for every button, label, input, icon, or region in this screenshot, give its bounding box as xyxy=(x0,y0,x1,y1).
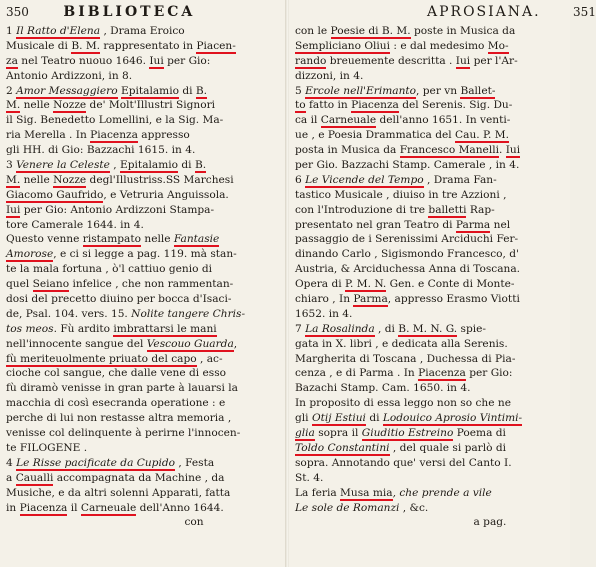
right-text-line xyxy=(295,203,566,218)
text-run: a pag. xyxy=(295,516,507,529)
underlined-phrase: Sempliciano Oliui xyxy=(295,39,391,52)
right-text-line xyxy=(295,337,566,352)
right-text-line xyxy=(295,39,566,54)
text-run: dell'anno 1651. In venti- xyxy=(376,114,511,127)
right-text-line xyxy=(295,515,566,530)
underlined-phrase: B. xyxy=(195,84,208,97)
underlined-phrase: Fantasie xyxy=(173,233,220,246)
left-text-line xyxy=(6,24,282,39)
underlined-phrase: Parma xyxy=(353,293,388,306)
underlined-phrase: Piacen- xyxy=(196,39,236,52)
text-run: a xyxy=(6,471,16,484)
underlined-phrase: Cau. P. M. xyxy=(455,129,509,142)
text-run: , xyxy=(109,159,121,172)
text-run: Rap- xyxy=(466,203,495,216)
text-run: 7 xyxy=(295,322,306,335)
text-run: tos meos xyxy=(6,322,54,335)
text-run: in xyxy=(6,501,20,514)
right-text-line xyxy=(295,158,566,173)
underlined-phrase: Piacenza xyxy=(418,367,466,380)
text-run: 2 xyxy=(6,84,17,97)
right-running-head: APROSIANA. xyxy=(427,4,541,20)
text-run: Poema di xyxy=(453,427,506,440)
left-text-line xyxy=(6,203,282,218)
right-text-line xyxy=(295,322,566,337)
text-run: , di xyxy=(374,322,399,335)
underlined-phrase: Toldo Constantini xyxy=(295,441,390,454)
text-run: dosi del precetto diuino per bocca d'Isaci- xyxy=(6,293,232,306)
text-run: di xyxy=(178,84,196,97)
right-text-line xyxy=(295,307,566,322)
text-run: Margherita di Toscana , Duchessa di Pia- xyxy=(295,352,516,365)
text-run: , e Vetruria Anguissola. xyxy=(103,188,229,201)
text-run: fatto in xyxy=(305,99,352,112)
text-run: per Gio: xyxy=(163,54,211,67)
left-text-line xyxy=(6,84,282,99)
right-text-line xyxy=(295,471,566,486)
text-run: , ac- xyxy=(196,352,223,365)
underlined-phrase: Amor Messaggiero xyxy=(16,84,118,97)
right-text-line xyxy=(295,396,566,411)
underlined-phrase: glia xyxy=(295,427,315,440)
underlined-phrase: za xyxy=(6,54,18,67)
text-run: dizzoni, in 4. xyxy=(295,69,364,82)
left-text-line xyxy=(6,456,282,471)
underlined-phrase: imbrattarsi le mani xyxy=(113,322,217,335)
text-run: cioche col sangue, che dalle vene di esso xyxy=(6,367,227,380)
text-run: nelle xyxy=(141,233,174,246)
underlined-phrase: Nozze xyxy=(53,99,87,112)
underlined-phrase: B. xyxy=(194,159,207,172)
text-run: sopra il xyxy=(314,427,362,440)
text-run: 1 xyxy=(6,25,17,37)
left-text-line xyxy=(6,277,282,292)
right-text-line xyxy=(295,292,566,307)
text-run: 5 xyxy=(295,84,306,97)
underlined-phrase: fù meriteuolmente priuato del capo xyxy=(6,352,197,365)
text-run: Le sole de Romanzi xyxy=(295,501,400,514)
text-run: 6 xyxy=(295,173,306,186)
text-run: di xyxy=(365,412,383,425)
text-run: dell'Anno 1644. xyxy=(136,501,224,514)
text-run: chiaro , In xyxy=(295,293,354,306)
right-text-line xyxy=(295,486,566,501)
text-run: : e dal medesimo xyxy=(390,39,488,52)
text-run: tastico Musicale , diuiso in tre Azzioni , xyxy=(295,188,507,201)
text-run: perche di lui non restasse altra memoria , xyxy=(6,412,232,425)
right-text-line xyxy=(295,232,566,247)
underlined-phrase: Caualli xyxy=(15,471,54,484)
underlined-phrase: Musa mia xyxy=(340,486,393,499)
left-text-line xyxy=(6,411,282,426)
underlined-phrase: Giacomo Gaufrido xyxy=(6,188,104,201)
underlined-phrase: Ercole nell'Erimanto xyxy=(305,84,417,97)
text-run: il xyxy=(67,501,81,514)
text-run: , Drama Fan- xyxy=(423,173,497,186)
text-run: per Gio. Bazzachi Stamp. Camerale , in 4. xyxy=(295,159,520,172)
left-text-line xyxy=(6,381,282,396)
right-text-line xyxy=(295,143,566,158)
right-text-line xyxy=(295,277,566,292)
left-text-line xyxy=(6,188,282,203)
text-run: . Fù ardito xyxy=(53,322,114,335)
underlined-phrase: Iui xyxy=(149,54,164,67)
underlined-phrase: Ballet- xyxy=(460,84,496,97)
left-text-line xyxy=(6,337,282,352)
text-run: poste in Musica da xyxy=(410,25,516,37)
right-text-line xyxy=(295,441,566,456)
underlined-phrase: B. M. N. G. xyxy=(398,322,458,335)
underlined-phrase: Iui xyxy=(505,144,521,157)
underlined-phrase: Iui xyxy=(455,54,471,67)
text-run: venisse col delinquente à perirne l'innocen- xyxy=(6,427,241,440)
left-text-line xyxy=(6,307,282,322)
left-text-line xyxy=(6,441,282,456)
left-page-text xyxy=(0,24,286,530)
right-text-line xyxy=(295,426,566,441)
right-text-line xyxy=(295,247,566,262)
right-text-line xyxy=(295,456,566,471)
underlined-phrase: Otij Estiui xyxy=(311,412,366,425)
text-run: nel Teatro nuouo 1646. xyxy=(17,54,150,67)
underlined-phrase: Carneuale xyxy=(80,501,137,514)
left-text-line xyxy=(6,426,282,441)
text-run: . xyxy=(499,144,506,157)
text-run: nelle xyxy=(20,173,54,186)
text-run: nelle xyxy=(20,99,54,112)
left-page-header xyxy=(0,0,286,24)
text-run: quel xyxy=(6,278,33,291)
underlined-phrase: Mo- xyxy=(487,39,509,52)
text-run: passaggio de i Serenissimi Arciduchi Fer- xyxy=(295,233,519,246)
underlined-phrase: M. xyxy=(6,173,21,186)
text-run: La feria xyxy=(295,486,341,499)
text-run: Opera di xyxy=(295,278,346,291)
left-text-line xyxy=(6,396,282,411)
underlined-phrase: to xyxy=(295,99,306,112)
text-run: con l'Introduzione di tre xyxy=(295,203,429,216)
right-text-line xyxy=(295,54,566,69)
underlined-phrase: Il Ratto d'Elena xyxy=(16,25,101,37)
text-run: del Serenis. Sig. Du- xyxy=(398,99,513,112)
text-run: 3 xyxy=(6,159,17,172)
right-page-header xyxy=(289,0,596,24)
right-text-line xyxy=(295,173,566,188)
text-run: ue , e Poesia Drammatica del xyxy=(295,129,456,142)
underlined-phrase: Le Vicende del Tempo xyxy=(305,173,424,186)
right-page-text xyxy=(289,24,570,530)
right-page-number: 351 xyxy=(573,5,596,19)
text-run: per Gio: xyxy=(465,367,513,380)
left-page xyxy=(0,0,286,567)
text-run: sopra. Annotando que' versi del Canto I. xyxy=(295,456,512,469)
left-text-line xyxy=(6,54,282,69)
text-run: macchia di così esecranda operatione : e xyxy=(6,397,226,410)
underlined-phrase: Epitalamio xyxy=(120,84,179,97)
right-text-line xyxy=(295,113,566,128)
text-run: appresso xyxy=(137,129,190,142)
text-run: gli xyxy=(295,412,312,425)
text-run: , che prende a vile xyxy=(392,486,492,499)
underlined-phrase: Francesco Manelli xyxy=(399,144,499,157)
underlined-phrase: Giuditio Estreino xyxy=(361,427,454,440)
underlined-phrase: Nozze xyxy=(53,173,87,186)
left-text-line xyxy=(6,501,282,516)
left-text-line xyxy=(6,486,282,501)
text-run: , appresso Erasmo Viotti xyxy=(387,293,520,306)
text-run: presentato nel gran Teatro di xyxy=(295,218,456,231)
text-run: ria Merella . In xyxy=(6,129,91,142)
text-run: 4 xyxy=(6,456,17,469)
text-run: di xyxy=(178,159,195,172)
left-text-line xyxy=(6,232,282,247)
text-run: 1652. in 4. xyxy=(295,307,353,320)
text-run: tore Camerale 1644. in 4. xyxy=(6,218,144,231)
right-text-line xyxy=(295,84,566,99)
text-run: spie- xyxy=(457,322,486,335)
text-run: nell'innocente sangue del xyxy=(6,337,147,350)
underlined-phrase: Venere la Celeste xyxy=(16,159,110,172)
underlined-phrase: ristampato xyxy=(82,233,142,246)
text-run: Bazachi Stamp. Cam. 1650. in 4. xyxy=(295,382,471,395)
left-text-line xyxy=(6,292,282,307)
right-text-line xyxy=(295,411,566,426)
text-run: , &c. xyxy=(399,501,429,514)
left-text-line xyxy=(6,515,282,530)
left-text-line xyxy=(6,247,282,262)
underlined-phrase: Le Risse pacificate da Cupido xyxy=(16,456,176,469)
text-run: dinando Carlo , Sigismondo Francesco, d' xyxy=(295,248,519,261)
left-text-line xyxy=(6,322,282,337)
right-text-line xyxy=(295,262,566,277)
underlined-phrase: Piacenza xyxy=(90,129,138,142)
underlined-phrase: B. M. xyxy=(71,39,101,52)
text-run: rappresentato in xyxy=(100,39,197,52)
text-run: degl'Illustriss.SS Marchesi xyxy=(86,173,234,186)
text-run: gata in X. libri , e dedicata alla Serenis. xyxy=(295,337,508,350)
left-text-line xyxy=(6,98,282,113)
right-text-line xyxy=(295,24,566,39)
text-run: cenza , e di Parma . In xyxy=(295,367,419,380)
text-run: per l'Ar- xyxy=(470,54,518,67)
left-text-line xyxy=(6,262,282,277)
right-text-line xyxy=(295,98,566,113)
underlined-phrase: Vescouo Guarda xyxy=(146,337,234,350)
left-text-line xyxy=(6,366,282,381)
text-run: con le xyxy=(295,25,331,37)
right-text-line xyxy=(295,128,566,143)
left-text-line xyxy=(6,218,282,233)
left-text-line xyxy=(6,158,282,173)
underlined-phrase: balletti xyxy=(428,203,467,216)
left-text-line xyxy=(6,143,282,158)
right-text-line xyxy=(295,69,566,84)
left-text-line xyxy=(6,128,282,143)
right-text-line xyxy=(295,188,566,203)
underlined-phrase: Piacenza xyxy=(351,99,399,112)
right-text-line xyxy=(295,381,566,396)
text-run: In proposito di essa leggo non so che ne xyxy=(295,397,511,410)
left-text-line xyxy=(6,173,282,188)
text-run: fù diramò venisse in gran parte à lauarsi la xyxy=(6,382,238,395)
left-text-line xyxy=(6,69,282,84)
text-run: breuemente descritta . xyxy=(326,54,456,67)
text-run: il Sig. Benedetto Lomellini, e la Sig. Ma- xyxy=(6,114,224,127)
underlined-phrase: Seiano xyxy=(32,278,70,291)
text-run: ca il xyxy=(295,114,321,127)
right-text-line xyxy=(295,218,566,233)
text-run: de, Psal. 104. vers. 15. xyxy=(6,307,132,320)
text-run: , Drama Eroico xyxy=(100,25,185,37)
underlined-phrase: Carneuale xyxy=(320,114,377,127)
text-run: , Festa xyxy=(175,456,215,469)
text-run: infelice , che non rammentan- xyxy=(69,278,234,291)
text-run: Gen. e Conte di Monte- xyxy=(386,278,515,291)
text-run: gli HH. di Gio: Bazzachi 1615. in 4. xyxy=(6,144,196,157)
underlined-phrase: Epitalamio xyxy=(120,159,179,172)
underlined-phrase: M. xyxy=(6,99,21,112)
left-text-line xyxy=(6,113,282,128)
right-text-line xyxy=(295,366,566,381)
text-run: de' Molt'Illustri Signori xyxy=(86,99,216,112)
underlined-phrase: Lodouico Aprosio Vintimi- xyxy=(382,412,523,425)
underlined-phrase: P. M. N. xyxy=(345,278,387,291)
text-run: St. 4. xyxy=(295,471,324,484)
underlined-phrase: Poesie di B. M. xyxy=(330,25,411,37)
text-run: posta in Musica da xyxy=(295,144,400,157)
text-run: te FILOGENE . xyxy=(6,441,88,454)
text-run: , per vn xyxy=(416,84,461,97)
left-text-line xyxy=(6,471,282,486)
text-run: accompagnata da Machine , da xyxy=(53,471,225,484)
text-run: Austria, & Arciduchessa Anna di Toscana. xyxy=(295,263,521,276)
right-text-line xyxy=(295,352,566,367)
text-run: , del quale si parlò di xyxy=(389,441,507,454)
text-run: con xyxy=(6,516,204,529)
left-text-line xyxy=(6,39,282,54)
text-run: , xyxy=(233,337,238,350)
underlined-phrase: Parma xyxy=(455,218,491,231)
text-run: Questo venne xyxy=(6,233,83,246)
text-run: per Gio: Antonio Ardizzoni Stampa- xyxy=(20,203,215,216)
text-run: Nolite tangere Chris- xyxy=(131,307,246,320)
underlined-phrase: La Rosalinda xyxy=(305,322,375,335)
text-run: , e ci si legge a pag. 119. mà stan- xyxy=(53,248,237,261)
right-page xyxy=(289,0,596,567)
left-page-number: 350 xyxy=(6,5,29,19)
text-run: Musicale di xyxy=(6,39,72,52)
text-run: Musiche, e da altri solenni Apparati, fatta xyxy=(6,486,231,499)
left-running-head: BIBLIOTECA xyxy=(63,4,196,20)
text-run: Antonio Ardizzoni, in 8. xyxy=(6,69,133,82)
text-run: te la mala fortuna , ò'l cattiuo genio di xyxy=(6,263,213,276)
text-run: nel xyxy=(490,218,511,231)
underlined-phrase: Iui xyxy=(6,203,21,216)
right-text-line xyxy=(295,501,566,516)
left-text-line xyxy=(6,352,282,367)
underlined-phrase: Amorose xyxy=(6,248,54,261)
underlined-phrase: Piacenza xyxy=(19,501,68,514)
underlined-phrase: rando xyxy=(295,54,327,67)
